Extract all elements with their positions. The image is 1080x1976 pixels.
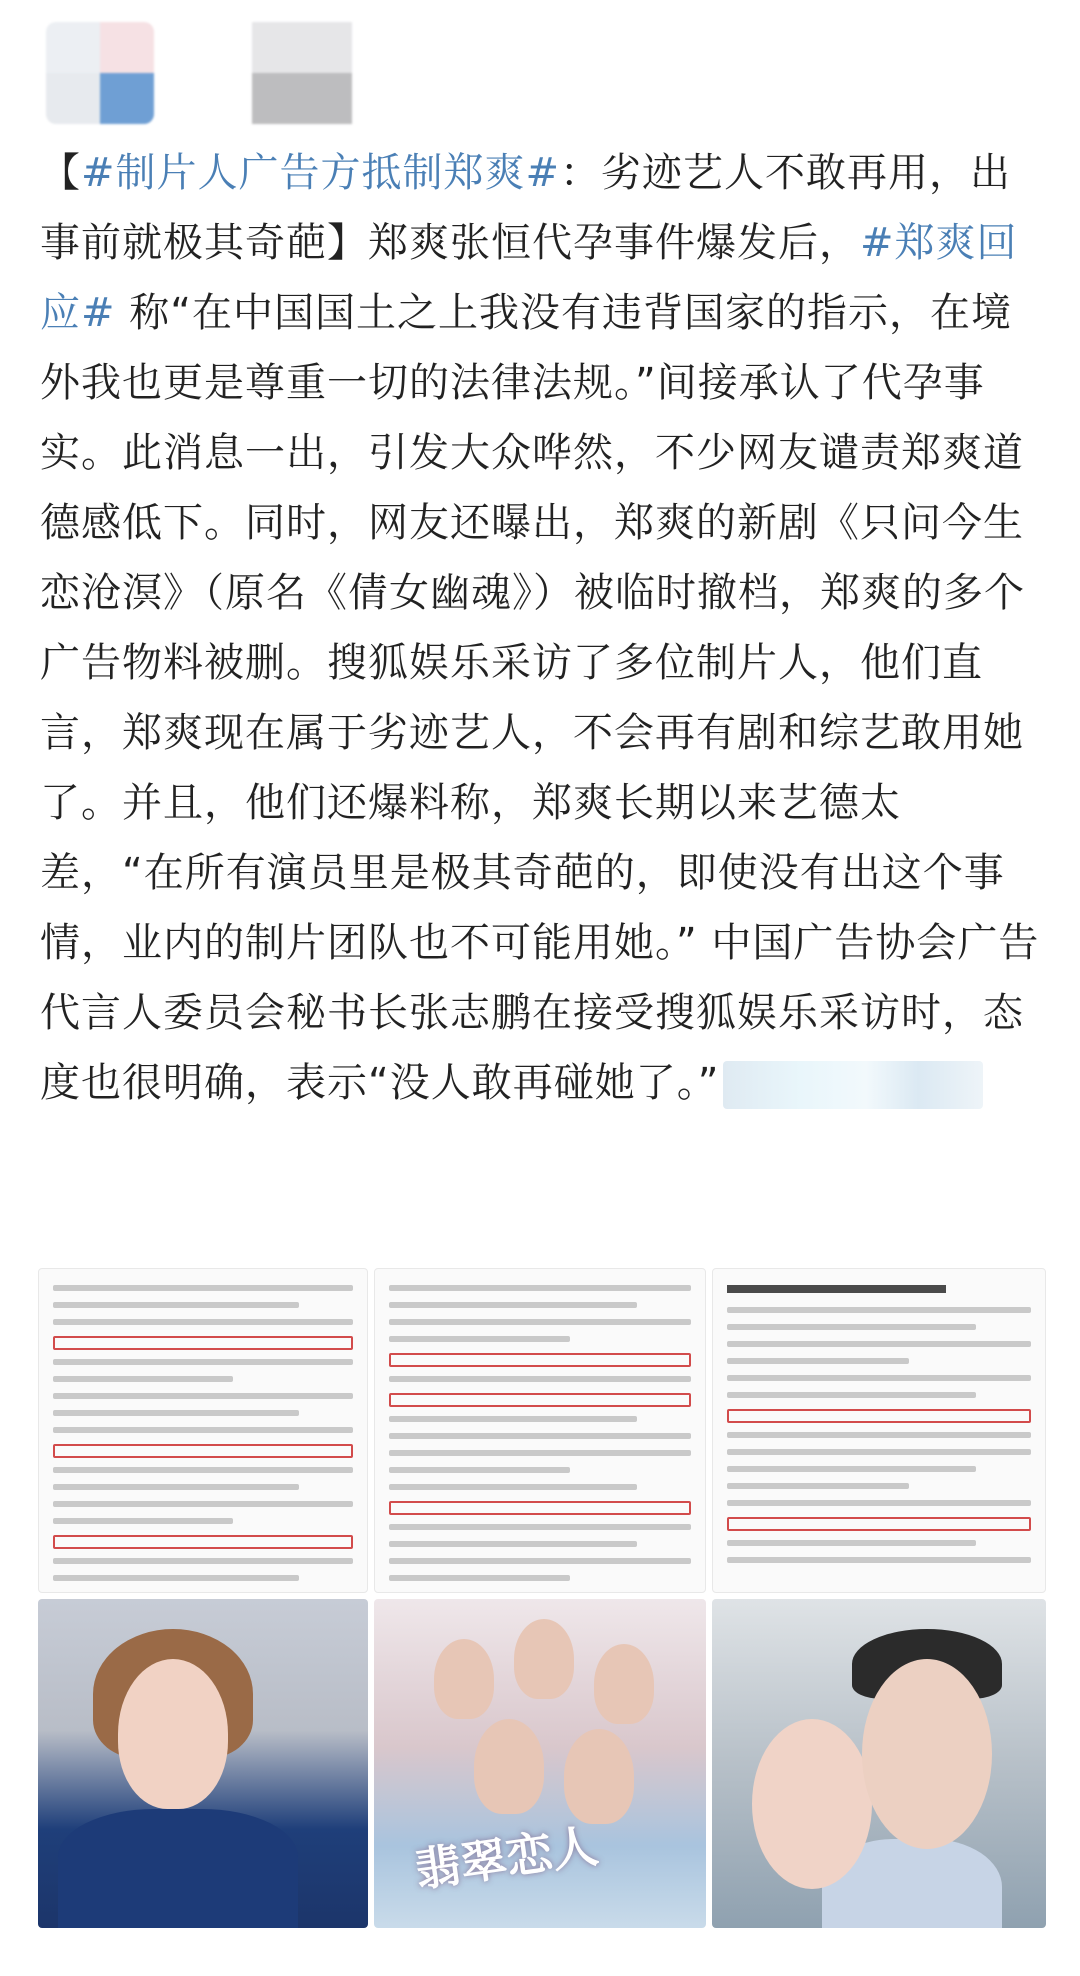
image-grid bbox=[38, 1268, 1046, 1928]
article-screenshot-3[interactable] bbox=[712, 1268, 1046, 1593]
post-text-segment: 称“在中国国土之上我没有违背国家的指示，在境外我也更是尊重一切的法律法规。”间接承认了代孕事实。此消息一出，引发大众哗然，不少网友谴责郑爽道德感低下。同时，网友还曝出，郑爽的新剧《只问今生恋沧溟》（原名《倩女幽魂》）被临时撤档，郑爽的多个广告物料被删。搜狐娱乐采访了多位制片人，他们直言，郑爽现在属于劣迹艺人，不会再有剧和综艺敢用她了。并且，他们还爆料称，郑爽长期以来艺德太差，“在所有演员里是极其奇葩的，即使没有出这个事情，业内的制片团队也不可能用她。” 中国广告协会广告代言人委员会秘书长张志鹏在接受搜狐娱乐采访时，态度也很明确，表示“没人敢再碰她了。” bbox=[40, 290, 1040, 1106]
portrait-photo[interactable] bbox=[38, 1599, 368, 1928]
bracket-open: 【 bbox=[40, 150, 81, 196]
post-text-segment: ：劣迹艺人不敢再用，出事前就极其奇葩】郑爽张恒代孕事件爆发后， bbox=[40, 150, 1012, 266]
blurred-avatar[interactable] bbox=[46, 22, 154, 124]
poster-title: 翡翠恋人 bbox=[411, 1818, 602, 1898]
article-screenshot-2[interactable] bbox=[374, 1268, 706, 1593]
blurred-tail bbox=[723, 1061, 983, 1109]
drama-poster-image[interactable] bbox=[374, 1599, 706, 1928]
post-body bbox=[40, 138, 1045, 1118]
blurred-username[interactable] bbox=[252, 22, 352, 124]
selfie-photo[interactable] bbox=[712, 1599, 1046, 1928]
hashtag-link[interactable]: #制片人广告方抵制郑爽# bbox=[81, 150, 561, 196]
hashtag-link[interactable]: #郑爽回应# bbox=[40, 220, 1018, 336]
post-header bbox=[0, 0, 1080, 125]
article-screenshot-1[interactable] bbox=[38, 1268, 368, 1593]
